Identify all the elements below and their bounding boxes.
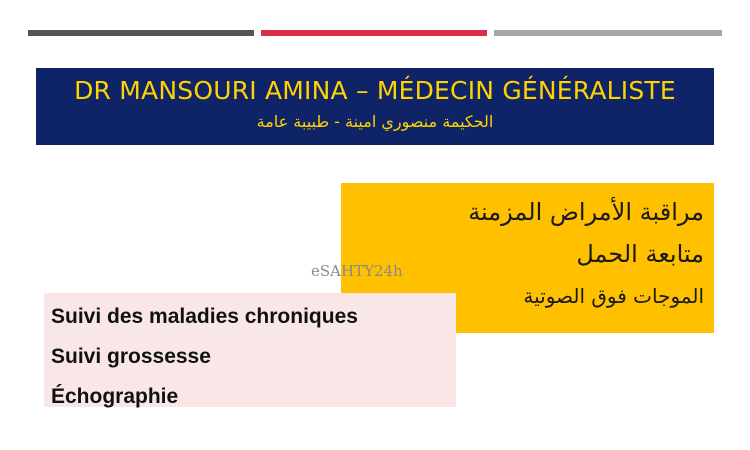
doctor-title-arabic: الحكيمة منصوري امينة - طبيبة عامة: [256, 112, 494, 131]
service-ar-chronic-diseases: مراقبة الأمراض المزمنة: [468, 198, 704, 226]
watermark: eSAHTY24h: [311, 262, 403, 280]
services-french-list: [51, 297, 358, 417]
service-fr-chronic-diseases: Suivi des maladies chroniques: [51, 305, 358, 328]
service-fr-ultrasound: Échographie: [51, 385, 179, 408]
header-banner: [36, 68, 714, 145]
service-fr-pregnancy: Suivi grossesse: [51, 345, 211, 368]
services-french-box: [44, 293, 456, 407]
top-bar-red: [261, 30, 487, 36]
services-arabic-list: [468, 191, 704, 317]
service-ar-ultrasound: الموجات فوق الصوتية: [523, 284, 704, 308]
doctor-title: DR MANSOURI AMINA – MÉDECIN GÉNÉRALISTE: [74, 76, 676, 105]
service-ar-pregnancy: متابعة الحمل: [576, 240, 704, 268]
top-bar-dark: [28, 30, 254, 36]
top-bar-gray: [494, 30, 722, 36]
